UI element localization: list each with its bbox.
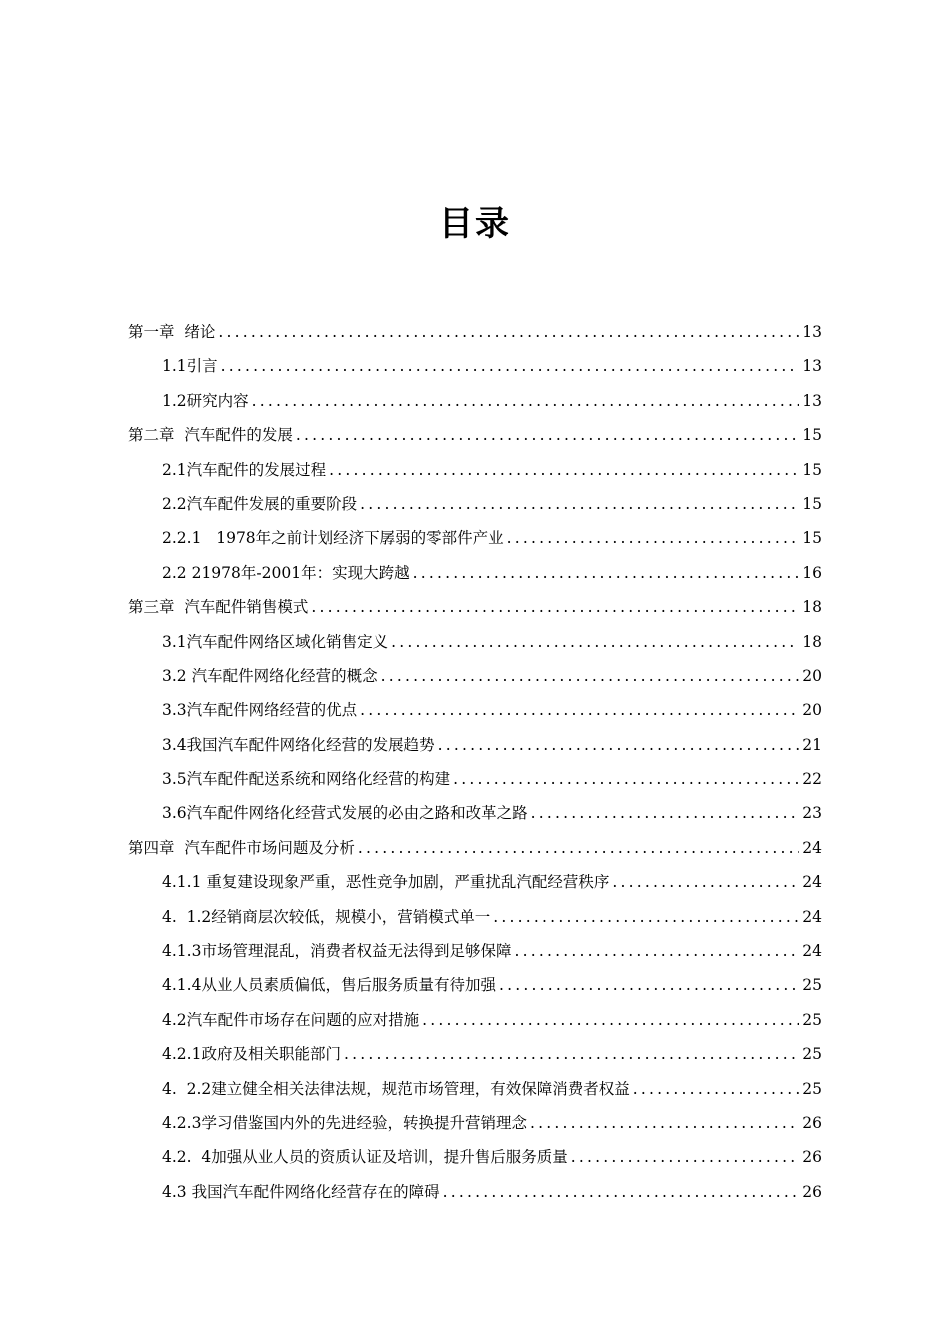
toc-entry-label: 第三章 汽车配件销售模式 xyxy=(128,598,309,617)
toc-entry[interactable] xyxy=(128,698,822,732)
toc-entry-page-number: 25 xyxy=(802,1010,822,1029)
toc-entry-page-number: 23 xyxy=(802,804,822,823)
toc-entry[interactable] xyxy=(128,801,822,835)
toc-entry-page-number: 24 xyxy=(802,838,822,857)
toc-entry-label: 4.1.1 重复建设现象严重，恶性竞争加剧，严重扰乱汽配经营秩序 xyxy=(162,873,610,892)
toc-entry[interactable] xyxy=(128,1008,822,1042)
toc-entry[interactable] xyxy=(128,1042,822,1076)
toc-entry[interactable] xyxy=(128,939,822,973)
toc-entry-page-number: 15 xyxy=(802,426,822,445)
toc-entry[interactable] xyxy=(128,767,822,801)
toc-entry-page-number: 24 xyxy=(802,942,822,961)
toc-entry-label: 3.2 汽车配件网络化经营的概念 xyxy=(162,666,378,685)
toc-entry-page-number: 25 xyxy=(802,976,822,995)
toc-dot-leader xyxy=(422,1011,799,1029)
toc-entry[interactable] xyxy=(128,354,822,388)
toc-dot-leader xyxy=(453,770,799,788)
toc-entry-page-number: 13 xyxy=(802,357,822,376)
toc-entry[interactable] xyxy=(128,973,822,1007)
toc-entry-page-number: 20 xyxy=(802,666,822,685)
toc-dot-leader xyxy=(221,357,800,375)
toc-dot-leader xyxy=(413,564,800,582)
toc-entry-label: 4.1.3市场管理混乱，消费者权益无法得到足够保障 xyxy=(162,942,512,961)
toc-entry[interactable] xyxy=(128,561,822,595)
toc-entry[interactable] xyxy=(128,389,822,423)
toc-entry-label: 3.4我国汽车配件网络化经营的发展趋势 xyxy=(162,735,435,754)
toc-dot-leader xyxy=(344,1045,799,1063)
toc-dot-leader xyxy=(391,633,799,651)
toc-entry-page-number: 15 xyxy=(802,494,822,513)
toc-dot-leader xyxy=(633,1080,799,1098)
toc-entry-page-number: 18 xyxy=(802,632,822,651)
toc-dot-leader xyxy=(329,461,799,479)
toc-entry-label: 1.2研究内容 xyxy=(162,391,249,410)
toc-entry-label: 2.2汽车配件发展的重要阶段 xyxy=(162,494,358,513)
toc-entry-page-number: 18 xyxy=(802,598,822,617)
toc-dot-leader xyxy=(296,426,799,444)
toc-entry-page-number: 13 xyxy=(802,391,822,410)
toc-entry-page-number: 26 xyxy=(802,1148,822,1167)
toc-dot-leader xyxy=(218,323,799,341)
toc-entry-label: 2.2 21978年-2001年：实现大跨越 xyxy=(162,563,410,582)
toc-entry[interactable] xyxy=(128,630,822,664)
toc-entry-label: 2.2.1 1978年之前计划经济下孱弱的零部件产业 xyxy=(162,529,504,548)
toc-entry-page-number: 25 xyxy=(802,1079,822,1098)
toc-dot-leader xyxy=(499,976,799,994)
toc-dot-leader xyxy=(507,529,800,547)
toc-entry-label: 4.2.3学习借鉴国内外的先进经验，转换提升营销理念 xyxy=(162,1113,527,1132)
toc-entry[interactable] xyxy=(128,595,822,629)
toc-entry-page-number: 24 xyxy=(802,907,822,926)
toc-entry[interactable] xyxy=(128,458,822,492)
toc-entry-page-number: 15 xyxy=(802,460,822,479)
toc-entry-label: 4. 2.2建立健全相关法律法规，规范市场管理，有效保障消费者权益 xyxy=(162,1079,630,1098)
toc-dot-leader xyxy=(612,873,799,891)
toc-entry[interactable] xyxy=(128,1077,822,1111)
toc-dot-leader xyxy=(311,598,799,616)
toc-dot-leader xyxy=(493,908,799,926)
toc-entry-label: 3.1汽车配件网络区域化销售定义 xyxy=(162,632,389,651)
toc-entry-page-number: 25 xyxy=(802,1045,822,1064)
toc-entry[interactable] xyxy=(128,664,822,698)
toc-entry-page-number: 13 xyxy=(802,323,822,341)
toc-entry-page-number: 16 xyxy=(802,563,822,582)
toc-dot-leader xyxy=(358,839,799,857)
toc-dot-leader xyxy=(531,804,800,822)
toc-dot-leader xyxy=(360,701,799,719)
toc-entry[interactable] xyxy=(128,320,822,354)
toc-entry-label: 2.1汽车配件的发展过程 xyxy=(162,460,327,479)
toc-entry-page-number: 22 xyxy=(802,770,822,789)
toc-dot-leader xyxy=(438,736,800,754)
toc-entry[interactable] xyxy=(128,526,822,560)
toc-entry[interactable] xyxy=(128,1111,822,1145)
toc-entry[interactable] xyxy=(128,1145,822,1179)
toc-entry-label: 3.3汽车配件网络经营的优点 xyxy=(162,701,358,720)
toc-dot-leader xyxy=(252,392,800,410)
toc-entry-label: 3.5汽车配件配送系统和网络化经营的构建 xyxy=(162,770,451,789)
toc-entry-page-number: 26 xyxy=(802,1113,822,1132)
toc-dot-leader xyxy=(360,495,799,513)
toc-dot-leader xyxy=(571,1148,799,1166)
toc-entry-label: 第二章 汽车配件的发展 xyxy=(128,426,293,445)
toc-dot-leader xyxy=(514,942,799,960)
toc-entry[interactable] xyxy=(128,870,822,904)
toc-entry[interactable] xyxy=(128,492,822,526)
toc-entry-label: 4.2.1政府及相关职能部门 xyxy=(162,1045,341,1064)
toc-dot-leader xyxy=(381,667,800,685)
toc-entry[interactable] xyxy=(128,836,822,870)
toc-entry-label: 3.6汽车配件网络化经营式发展的必由之路和改革之路 xyxy=(162,804,528,823)
toc-entry-page-number: 20 xyxy=(802,701,822,720)
toc-dot-leader xyxy=(530,1114,799,1132)
toc-entry-label: 4.2. 4加强从业人员的资质认证及培训，提升售后服务质量 xyxy=(162,1148,568,1167)
toc-entry-label: 4.3 我国汽车配件网络化经营存在的障碍 xyxy=(162,1182,440,1201)
toc-entry-label: 4.2汽车配件市场存在问题的应对措施 xyxy=(162,1010,420,1029)
toc-entry-label: 第一章 绪论 xyxy=(128,323,216,341)
toc-entry-page-number: 24 xyxy=(802,873,822,892)
toc-entry[interactable] xyxy=(128,1180,822,1214)
toc-entry-label: 第四章 汽车配件市场问题及分析 xyxy=(128,838,355,857)
toc-entry-page-number: 21 xyxy=(802,735,822,754)
toc-entry-page-number: 26 xyxy=(802,1182,822,1201)
toc-entry[interactable] xyxy=(128,733,822,767)
toc-entry-label: 1.1引言 xyxy=(162,357,218,376)
toc-entry-label: 4. 1.2经销商层次较低，规模小，营销模式单一 xyxy=(162,907,491,926)
toc-entry[interactable] xyxy=(128,423,822,457)
toc-dot-leader xyxy=(443,1183,800,1201)
toc-title: 目录 xyxy=(439,204,511,244)
toc-list xyxy=(128,320,822,1214)
toc-entry-page-number: 15 xyxy=(802,529,822,548)
toc-entry[interactable] xyxy=(128,905,822,939)
toc-entry-label: 4.1.4从业人员素质偏低，售后服务质量有待加强 xyxy=(162,976,496,995)
